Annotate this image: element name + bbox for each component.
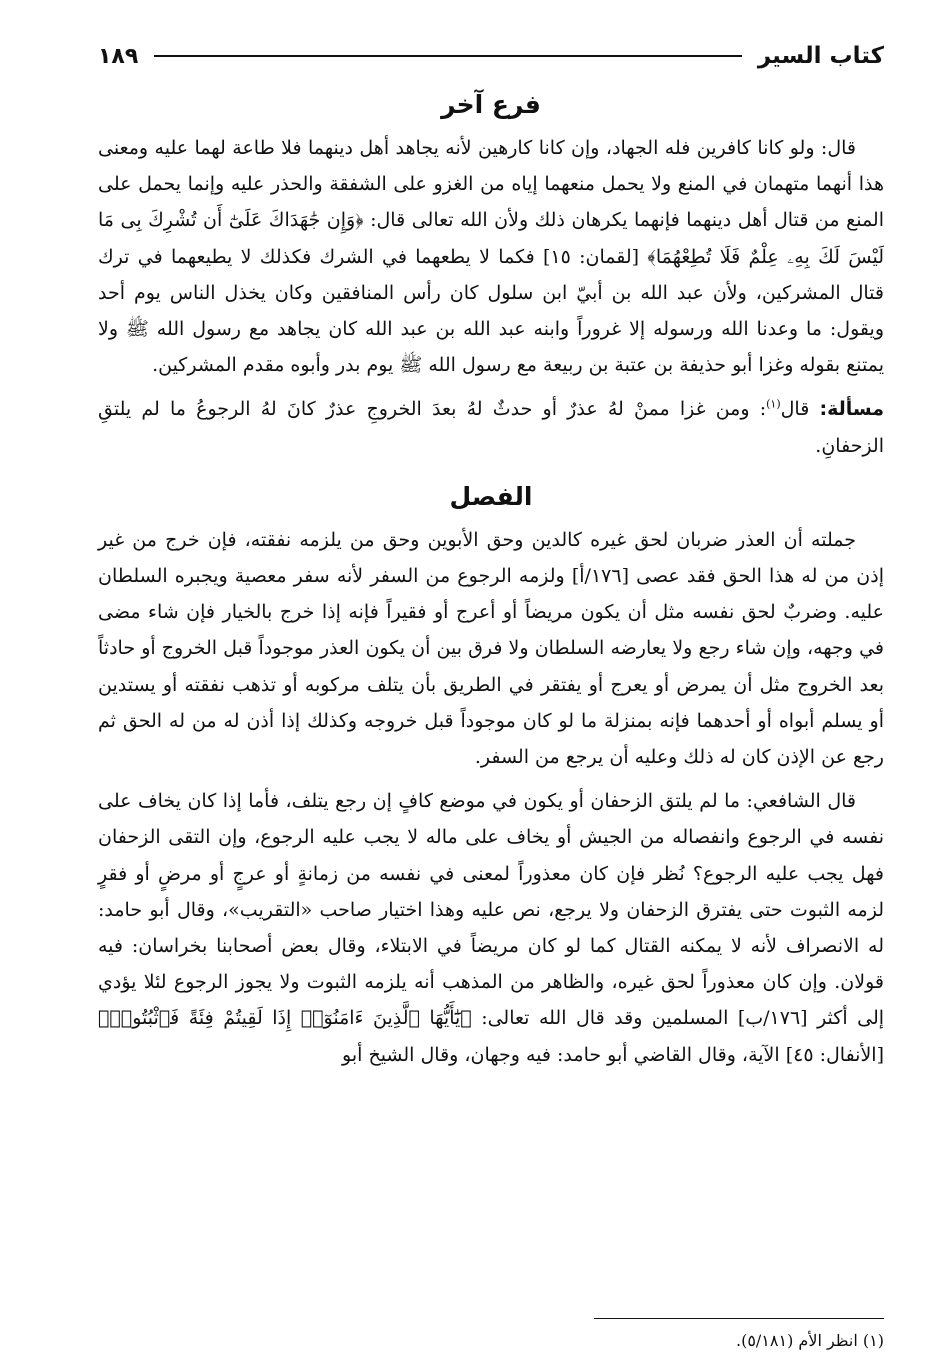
paragraph: قال الشافعي: ما لم يلتق الزحفان أو يكون في موضع كافٍ إن رجع يتلف، فأما إذا كان يخاف على نفسه في الرجوع وانفصاله من الجيش أو يخاف على ماله لا يجب عليه الرجوع، وإن التقى الزحفان فهل يجب عليه الرجوع؟ نُظر فإن كان معذوراً لمعنى في نفسه من زمانةٍ أو عرجٍ أو مرضٍ أو فقرٍ لزمه الثبوت حتى يفترق الزحفان ولا يرجع، نص عليه وهذا اختيار صاحب «التقريب»، وقال أبو حامد: له الانصراف لأنه لا يمكنه القتال كما لو كان مريضاً في الابتلاء، وقال بعض أصحابنا بخراسان: فيه قولان. وإن كان معذوراً لحق غيره، والظاهر من المذهب أنه يلزمه الثبوت ولا يجوز الرجوع لئلا يؤدي إلى أكثر [١٧٦/ب] المسلمين وقد قال الله تعالى: ﴿يَٰٓأَيُّهَا ٱلَّذِينَ ءَامَنُوٓا۟ إِذَا لَقِيتُمْ فِئَةً فَٱثْبُتُوا۟﴾ [الأنفال: ٤٥] الآية، وقال القاضي أبو حامد: فيه وجهان، وقال الشيخ أبو [98, 790, 885, 1066]
masala-text-start: قال [780, 398, 810, 421]
paragraph: جملته أن العذر ضربان لحق غيره كالدين وحق الأبوين وحق من يلزمه نفقته، فإن خرج من غير إذن من له هذا الحق فقد عصى [١٧٦/أ] ولزمه الرجوع من السفر لأنه سفر معصية ويجبره السلطان عليه. وضربٌ لحق نفسه مثل أن يكون مريضاً أو أعرج أو فقيراً فإنه إذا خرج بالخيار فإن شاء مضى في وجهه، وإن شاء رجع ولا يعارضه السلطان ولا فرق بين أن يكون العذر موجوداً قبل الخروج أو حادثاً بعد الخروج مثل أن يمرض أو يعرج أو يفتقر في الطريق بأن يتلف مركوبه أو تذهب نفقته أو يستدين أو يسلم أبواه أو أحدهما فإنه بمنزلة ما لو كان موجوداً قبل خروجه وكذلك إذا أذن له من له الحق ثم رجع عن الإذن كان له ذلك وعليه أن يرجع من السفر. [98, 528, 885, 769]
header-rule [154, 55, 742, 57]
masala-paragraph [98, 391, 884, 463]
book-title: كتاب السير [757, 43, 884, 69]
section-heading-far-akhar: فرع آخر [441, 90, 541, 119]
section-heading-al-fasl: الفصل [449, 481, 533, 511]
masala-text-rest: : ومن غزا ممنْ لهُ عذرٌ أو حدثٌ لهُ بعدَ الخروجِ عذرٌ كانَ لهُ الرجوعُ ما لم يلتقِ الزحفانِ. [98, 398, 884, 457]
page-body [98, 84, 884, 1081]
footnote-reference[interactable]: (١) [766, 398, 781, 412]
masala-label: مسألة: [819, 398, 884, 421]
paragraph: قال: ولو كانا كافرين فله الجهاد، وإن كانا كارهين لأنه يجاهد أهل دينهما فلا طاعة لهما عليه ومعنى هذا أنهما متهمان في المنع ولا يحمل منعهما إياه من الغزو على الشفقة والحذر عليه وإنما يحمل على المنع من قتال أهل دينهما فإنهما يكرهان ذلك ولأن الله تعالى قال: ﴿وَإِن جَٰهَدَاكَ عَلَىٰٓ أَن تُشْرِكَ بِى مَا لَيْسَ لَكَ بِهِۦ عِلْمٌ فَلَا تُطِعْهُمَا﴾ [لقمان: ١٥] فكما لا يطعهما في الشرك فكذلك لا يطيعهما في ترك قتال المشركين، ولأن عبد الله بن أبيّ ابن سلول كان رأس المنافقين وكان يخذل الناس يوم أحد ويقول: ما وعدنا الله ورسوله إلا غروراً وابنه عبد الله بن عبد الله كان يجاهد مع رسول الله ﷺ ولا يمتنع بقوله وغزا أبو حذيفة بن عتبة بن ربيعة مع رسول الله ﷺ يوم بدر وأبوه مقدم المشركين. [98, 137, 884, 377]
footnote: (١) انظر الأم (٥/١٨١). [735, 1331, 884, 1350]
page-number: ١٨٩ [98, 43, 139, 69]
footnote-separator [594, 1318, 884, 1319]
running-header [98, 36, 884, 76]
